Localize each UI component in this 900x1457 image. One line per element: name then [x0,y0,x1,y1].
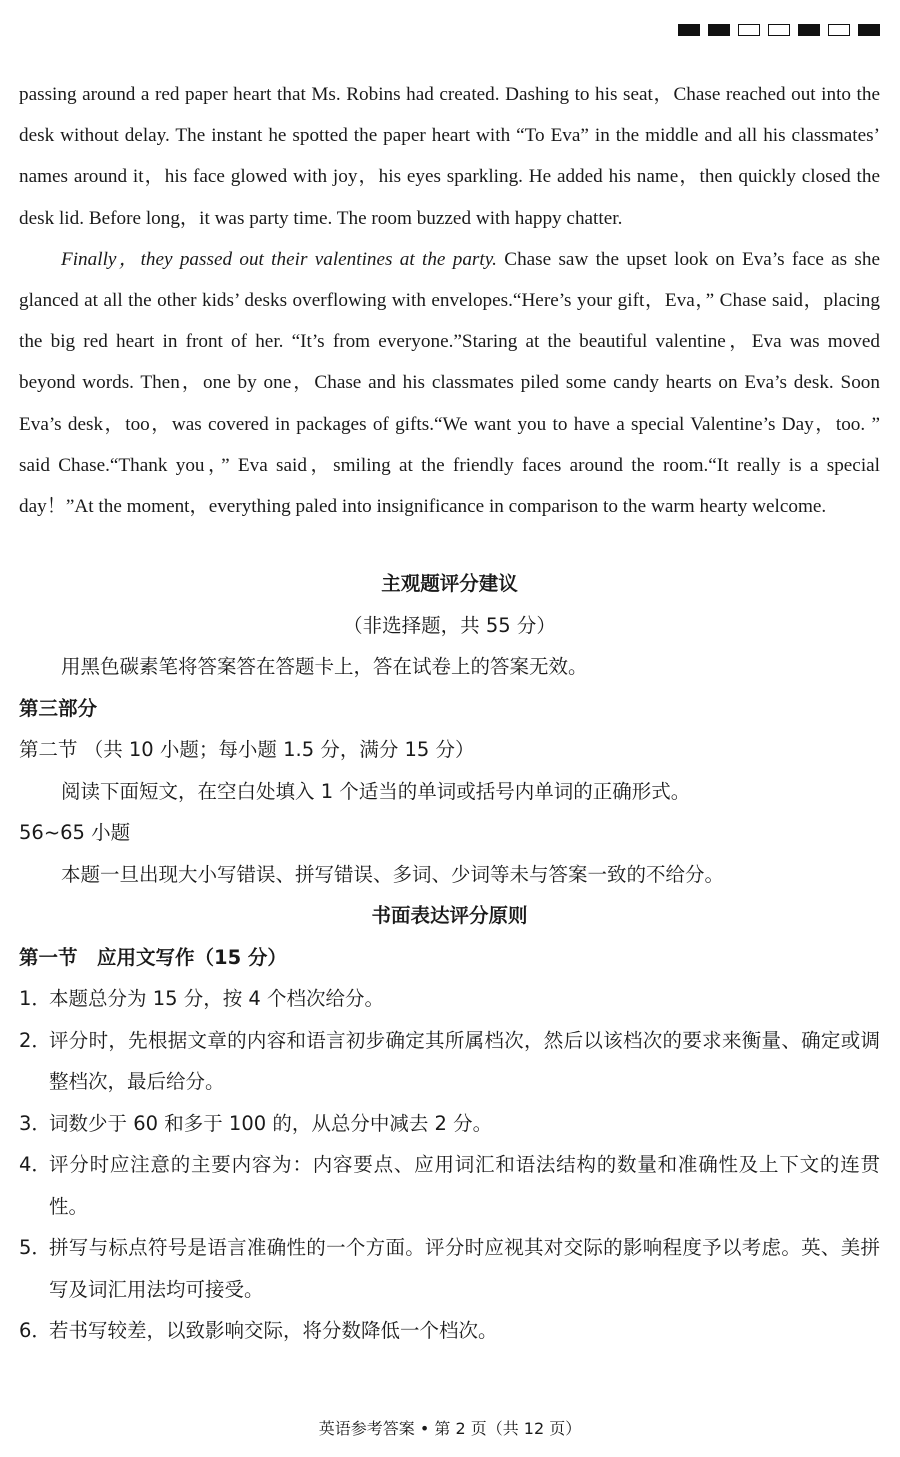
rule-number: 4． [19,1153,51,1177]
essay-paragraph-2-lead: Finally，they passed out their valentines at the party. [61,248,497,270]
essay-paragraph-2 [19,239,880,527]
scoring-rule [19,1103,880,1145]
rule-text: 若书写较差，以致影响交际，将分数降低一个档次。 [49,1319,498,1343]
empty-square-mark [768,24,790,36]
empty-square-mark [828,24,850,36]
writing-title: 书面表达评分原则 [371,904,528,928]
rule-number: 5． [19,1236,51,1260]
rule-number: 1． [19,987,51,1011]
scoring-rule [19,1020,880,1103]
essay-paragraph-1: passing around a red paper heart that Ms. Robins had created. Dashing to his seat，Chase reached out into the desk without delay. The instant he spotted the paper heart with “To Eva” in the middle and all his classmates’ names around it，his face glowed with joy，his eyes sparkling. He added his name，then quickly closed the desk lid. Before long，it was party time. The room buzzed with happy chatter. [19,84,880,229]
filled-square-mark [678,24,700,36]
empty-square-mark [738,24,760,36]
rule-number: 3． [19,1111,51,1135]
scoring-rule [19,1310,880,1352]
rule-text: 评分时，先根据文章的内容和语言初步确定其所属档次，然后以该档次的要求来衡量、确定或调整档次，最后给分。 [49,1028,880,1094]
rule-text: 本题总分为 15 分，按 4 个档次给分。 [49,987,385,1011]
filled-square-mark [708,24,730,36]
scoring-subtitle: （非选择题，共 55 分） [343,613,556,637]
rule-text: 评分时应注意的主要内容为：内容要点、应用词汇和语法结构的数量和准确性及上下文的连贯性。 [49,1153,880,1218]
scoring-rule [19,1227,880,1310]
section-two-heading: 第二节 （共 10 小题；每小题 1.5 分，满分 15 分） [19,738,475,762]
question-range: 56~65 小题 [19,821,131,845]
scoring-instruction: 用黑色碳素笔将答案答在答题卡上，答在试卷上的答案无效。 [61,655,588,679]
scoring-rule [19,1144,880,1227]
essay-paragraph-2-body: Chase saw the upset look on Eva’s face as she glanced at all the other kids’ desks overflowing with envelopes.“Here’s your gift，Eva，” Chase said，placing the big red heart in front of her. “It’s from everyone.”Staring at the beautiful valentine，Eva was moved beyond words. Then，one by one，Chase and his classmates piled some candy hearts on Eva’s desk. Soon Eva’s desk，too，was covered in packages of gifts.“We want you to have a special Valentine’s Day，too. ” said Chase.“Thank you，” Eva said，smiling at the friendly faces around the room.“It really is a special day！”At the moment，everything paled into insignificance in comparison to the warm hearty welcome. [19,248,880,518]
filled-square-mark [798,24,820,36]
scoring-title: 主观题评分建议 [381,572,518,596]
section-two-description: 阅读下面短文，在空白处填入 1 个适当的单词或括号内单词的正确形式。 [61,779,691,803]
rule-text: 词数少于 60 和多于 100 的，从总分中减去 2 分。 [49,1111,493,1135]
question-rule: 本题一旦出现大小写错误、拼写错误、多词、少词等未与答案一致的不给分。 [61,862,725,886]
writing-section-one-heading: 第一节 应用文写作（15 分） [19,945,287,969]
part-three-heading: 第三部分 [19,696,98,720]
rule-text: 拼写与标点符号是语言准确性的一个方面。评分时应视其对交际的影响程度予以考虑。英、美拼写及词汇用法均可接受。 [49,1236,880,1301]
scoring-rule [19,978,880,1020]
rule-number: 2． [19,1028,51,1052]
header-marks [678,24,880,36]
filled-square-mark [858,24,880,36]
scoring-rules-list [19,978,880,1352]
rule-number: 6． [19,1319,51,1343]
page-footer: 英语参考答案 • 第 2 页（共 12 页） [318,1419,582,1438]
page-content [19,74,880,1352]
